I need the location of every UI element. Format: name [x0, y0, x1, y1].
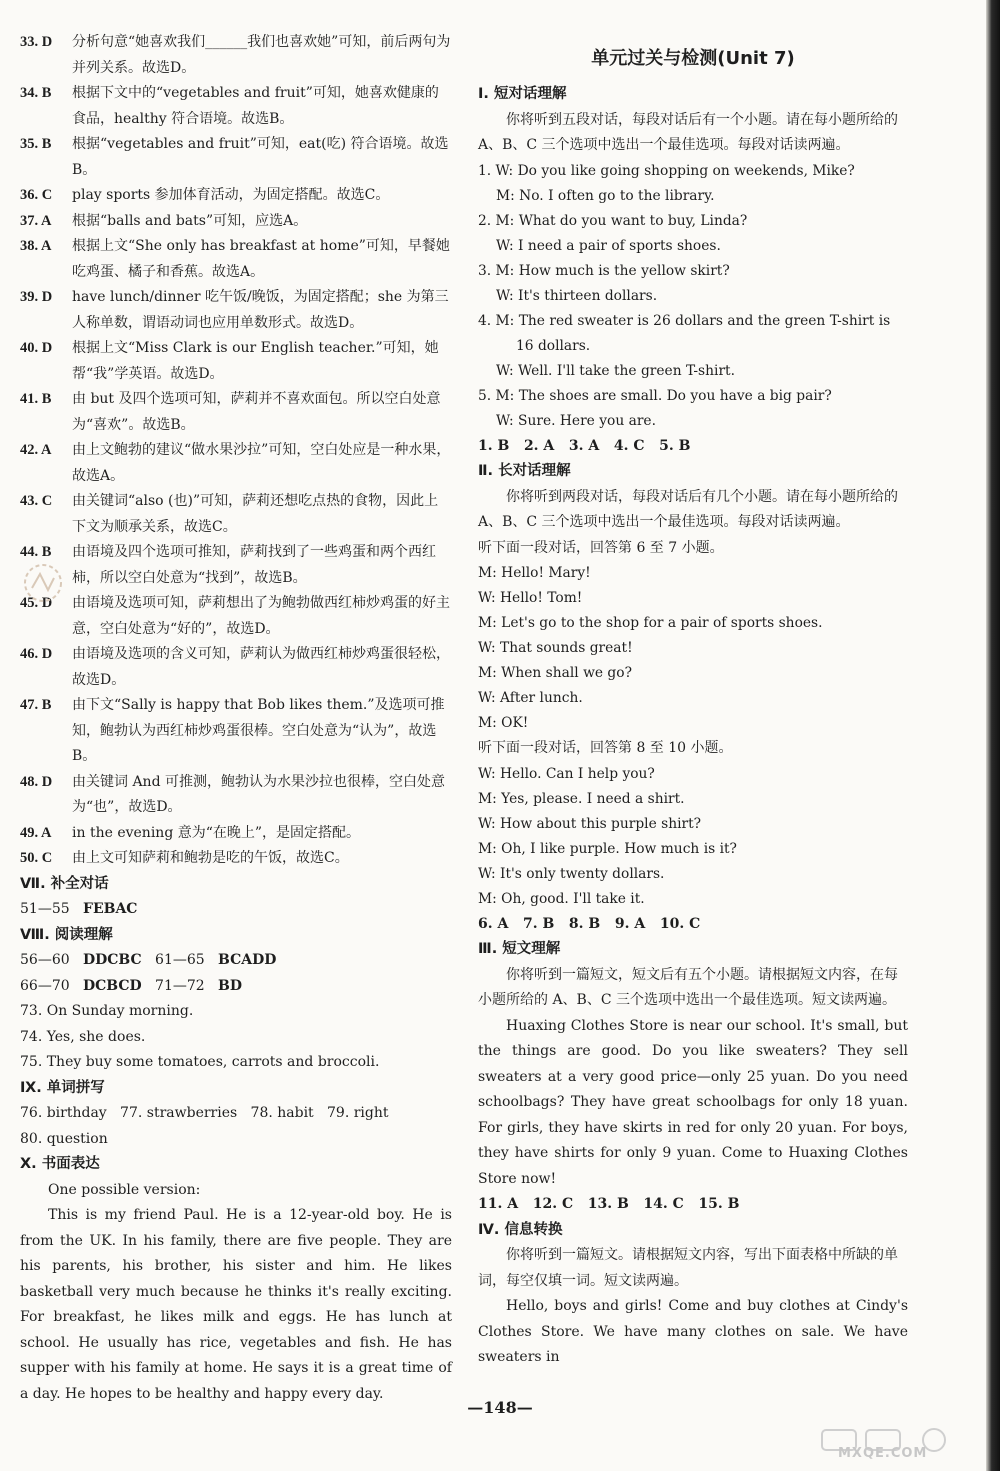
answer-line — [20, 974, 452, 1000]
question-number: 50. C — [20, 850, 53, 866]
answer-explanations — [20, 30, 452, 872]
question-number: 46. D — [20, 646, 53, 662]
list-item — [20, 846, 452, 872]
answer-key: BCADD — [218, 952, 277, 968]
dialogue-lead: 听下面一段对话，回答第 8 至 10 小题。 — [478, 740, 733, 756]
list-item — [20, 81, 452, 132]
list-item — [20, 693, 452, 770]
answer-range: 56—60 — [20, 952, 70, 968]
answer-line: 73. On Sunday morning. — [20, 1003, 194, 1019]
answer-line: 74. Yes, she does. — [20, 1028, 146, 1045]
writing-intro: One possible version: — [48, 1181, 201, 1198]
list-item — [20, 591, 452, 642]
section-heading-short-dialogue: Ⅰ. 短对话理解 — [478, 86, 567, 102]
question-number: 35. B — [20, 136, 52, 152]
answer-line: 80. question — [20, 1130, 108, 1147]
question-number: 43. C — [20, 493, 53, 509]
list-item — [20, 489, 452, 540]
list-item — [20, 132, 452, 183]
explanation-text: 由关键词 And 可推测，鲍勃认为水果沙拉也很棒，空白处意为“也”，故选D。 — [72, 773, 445, 815]
question-number: 40. D — [20, 340, 53, 356]
explanation-text: 由 but 及四个选项可知，萨莉并不喜欢面包。所以空白处意为“喜欢”。故选B。 — [72, 391, 441, 433]
answer-range: 66—70 — [20, 977, 70, 994]
section-heading-long-dialogue: Ⅱ. 长对话理解 — [478, 463, 571, 479]
instructions: 你将听到两段对话，每段对话后有几个小题。请在每小题所给的 A、B、C 三个选项中选出一个最佳选项。每段对话读两遍。 — [478, 488, 898, 530]
transcript-line: W: It's only twenty dollars. — [478, 865, 665, 882]
instructions: 你将听到一篇短文。请根据短文内容，写出下面表格中所缺的单词，每空仅填一词。短文读两遍。 — [478, 1247, 898, 1289]
transcript-line: 2. M: What do you want to buy, Linda? — [478, 212, 748, 229]
explanation-text: 由语境及四个选项可推知，萨莉找到了一些鸡蛋和两个西红柿，所以空白处意为“找到”，故选B。 — [72, 544, 436, 586]
passage-text: Huaxing Clothes Store is near our school. It's small, but the things are good. Do you like sweaters? They sell sweaters at a very good price—only 25 yuan. Do you need schoolbags? They have great schoolbags for only 18 yuan. For girls, they have skirts in red for only 20 yuan. For boys, they have shirts for only 9 yuan. Come to Huaxing Clothes Store now! — [478, 1017, 908, 1187]
instructions: 你将听到一篇短文，短文后有五个小题。请根据短文内容，在每小题所给的 A、B、C 三个选项中选出一个最佳选项。短文读两遍。 — [478, 966, 898, 1008]
page-title: 单元过关与检测(Unit 7) — [591, 48, 795, 69]
explanation-text: 分析句意“她喜欢我们______我们也喜欢她”可知，前后两句为并列关系。故选D。 — [72, 34, 451, 76]
transcript-line: W: Well. I'll take the green T-shirt. — [496, 362, 735, 379]
explanation-text: 根据上文“Miss Clark is our English teacher.”可知，她帮“我”学英语。故选D。 — [72, 340, 439, 382]
section-heading-reading: Ⅷ. 阅读理解 — [20, 926, 113, 943]
transcript-line: M: Oh, I like purple. How much is it? — [478, 840, 737, 857]
transcript-line: M: When shall we go? — [478, 665, 632, 681]
transcript-line: W: I need a pair of sports shoes. — [496, 237, 721, 254]
watermark-text: MXQE.COM — [838, 1446, 928, 1461]
answer-key: BD — [218, 977, 243, 994]
explanation-text: 由上文可知萨莉和鲍勃是吃的午饭，故选C。 — [72, 850, 349, 866]
list-item — [20, 387, 452, 438]
transcript-line: M: No. I often go to the library. — [496, 187, 715, 204]
transcript-line: 4. M: The red sweater is 26 dollars and the green T-shirt is 16 dollars. — [478, 312, 891, 354]
explanation-text: 由关键词“also (也)”可知，萨莉还想吃点热的食物，因此上下文为顺承关系，故选C。 — [72, 493, 439, 535]
question-number: 44. B — [20, 544, 52, 560]
explanation-text: 由上文鲍勃的建议“做水果沙拉”可知，空白处应是一种水果，故选A。 — [72, 442, 451, 484]
transcript-line: M: Yes, please. I need a shirt. — [478, 790, 685, 807]
explanation-text: 由下文“Sally is happy that Bob likes them.”及选项可推知，鲍勃认为西红柿炒鸡蛋很棒。空白处意为“认为”，故选B。 — [72, 697, 445, 764]
question-number: 34. B — [20, 85, 52, 101]
list-item — [20, 183, 452, 209]
explanation-text: play sports 参加体育活动，为固定搭配。故选C。 — [72, 187, 390, 203]
transcript-line: 1. W: Do you like going shopping on weekends, Mike? — [478, 162, 855, 179]
transcript-line: 5. M: The shoes are small. Do you have a big pair? — [478, 387, 832, 404]
answer-range: 51—55 — [20, 901, 70, 917]
transcript-line: W: That sounds great! — [478, 640, 633, 656]
stamp-mark — [20, 560, 66, 606]
answer-line — [20, 897, 452, 923]
page-edge-shadow — [986, 0, 1000, 1471]
explanation-text: 由语境及选项的含义可知，萨莉认为做西红柿炒鸡蛋很轻松，故选D。 — [72, 646, 450, 688]
answer-line — [20, 948, 452, 974]
explanation-text: in the evening 意为“在晚上”，是固定搭配。 — [72, 824, 361, 841]
explanation-text: have lunch/dinner 吃午饭/晚饭，为固定搭配；she 为第三人称单数，谓语动词也应用单数形式。故选D。 — [72, 289, 449, 331]
question-number: 45. D — [20, 595, 53, 611]
question-number: 39. D — [20, 289, 53, 305]
right-column — [478, 30, 908, 1371]
answer-line: 75. They buy some tomatoes, carrots and broccoli. — [20, 1054, 380, 1070]
explanation-text: 由语境及选项可知，萨莉想出了为鲍勃做西红柿炒鸡蛋的好主意，空白处意为“好的”，故选D。 — [72, 595, 450, 637]
transcript-line: W: Hello. Can I help you? — [478, 765, 655, 782]
answer-line: 6. A 7. B 8. B 9. A 10. C — [478, 915, 701, 932]
instructions: 你将听到五段对话，每段对话后有一个小题。请在每小题所给的 A、B、C 三个选项中选出一个最佳选项。每段对话读两遍。 — [478, 111, 898, 153]
question-number: 38. A — [20, 238, 52, 254]
list-item — [20, 285, 452, 336]
question-number: 48. D — [20, 773, 53, 790]
transcript-line: W: How about this purple shirt? — [478, 815, 702, 832]
section-heading-passage: Ⅲ. 短文理解 — [478, 941, 561, 957]
question-number: 37. A — [20, 212, 52, 229]
transcript-line: M: Hello! Mary! — [478, 565, 591, 581]
transcript-line: M: OK! — [478, 715, 529, 731]
section-heading-writing: Ⅹ. 书面表达 — [20, 1156, 100, 1172]
transcript-line: M: Let's go to the shop for a pair of sports shoes. — [478, 615, 823, 631]
answer-key: DDCBC — [83, 952, 142, 968]
list-item — [20, 540, 452, 591]
section-heading-spelling: Ⅸ. 单词拼写 — [20, 1079, 105, 1096]
list-item — [20, 209, 452, 235]
question-number: 36. C — [20, 187, 53, 203]
explanation-text: 根据下文中的“vegetables and fruit”可知，她喜欢健康的食品，healthy 符合语境。故选B。 — [72, 85, 439, 127]
answer-key: DCBCD — [83, 977, 142, 994]
page-number: —148— — [467, 1398, 533, 1417]
question-number: 41. B — [20, 391, 52, 407]
question-number: 33. D — [20, 34, 53, 50]
dialogue-lead: 听下面一段对话，回答第 6 至 7 小题。 — [478, 539, 724, 556]
list-item — [20, 234, 452, 285]
passage-text: Hello, boys and girls! Come and buy clothes at Cindy's Clothes Store. We have many clothes on sale. We have sweaters in — [478, 1298, 908, 1365]
section-heading-dialogue-completion: Ⅶ. 补全对话 — [20, 875, 109, 892]
section-heading-info-transfer: Ⅳ. 信息转换 — [478, 1221, 563, 1238]
transcript-line: W: Sure. Here you are. — [496, 412, 656, 429]
transcript-line: 3. M: How much is the yellow skirt? — [478, 262, 730, 279]
list-item — [20, 438, 452, 489]
answer-key: FEBAC — [83, 901, 138, 917]
answer-line: 76. birthday 77. strawberries 78. habit 79. right — [20, 1105, 389, 1121]
list-item — [20, 336, 452, 387]
transcript-line: W: It's thirteen dollars. — [496, 287, 658, 304]
list-item — [20, 642, 452, 693]
list-item — [20, 821, 452, 847]
transcript-line: W: After lunch. — [478, 690, 583, 706]
list-item — [20, 770, 452, 821]
explanation-text: 根据“balls and bats”可知，应选A。 — [72, 212, 308, 229]
explanation-text: 根据上文“She only has breakfast at home”可知，早餐她吃鸡蛋、橘子和香蕉。故选A。 — [72, 238, 450, 280]
list-item — [20, 30, 452, 81]
answer-range: 61—65 — [155, 952, 205, 968]
transcript-line: W: Hello! Tom! — [478, 590, 583, 606]
answer-line: 11. A 12. C 13. B 14. C 15. B — [478, 1196, 740, 1212]
answer-range: 71—72 — [155, 977, 205, 994]
answer-line: 1. B 2. A 3. A 4. C 5. B — [478, 437, 691, 454]
writing-sample-essay: This is my friend Paul. He is a 12-year-old boy. He is from the UK. In his family, there are five people. They are his parents, his brother, his sister and him. He likes basketball very much because he thinks it's really exciting. For breakfast, he likes milk and eggs. He has lunch at school. He usually has rice, vegetables and fish. He has supper with his family at home. He says it is a great time of a day. He hopes to be healthy and happy every day. — [20, 1207, 452, 1402]
explanation-text: 根据“vegetables and fruit”可知，eat(吃) 符合语境。故选B。 — [72, 136, 449, 178]
transcript-line: M: Oh, good. I'll take it. — [478, 890, 645, 907]
left-column — [20, 30, 452, 1407]
question-number: 49. A — [20, 824, 52, 841]
question-number: 47. B — [20, 697, 52, 713]
question-number: 42. A — [20, 442, 52, 458]
